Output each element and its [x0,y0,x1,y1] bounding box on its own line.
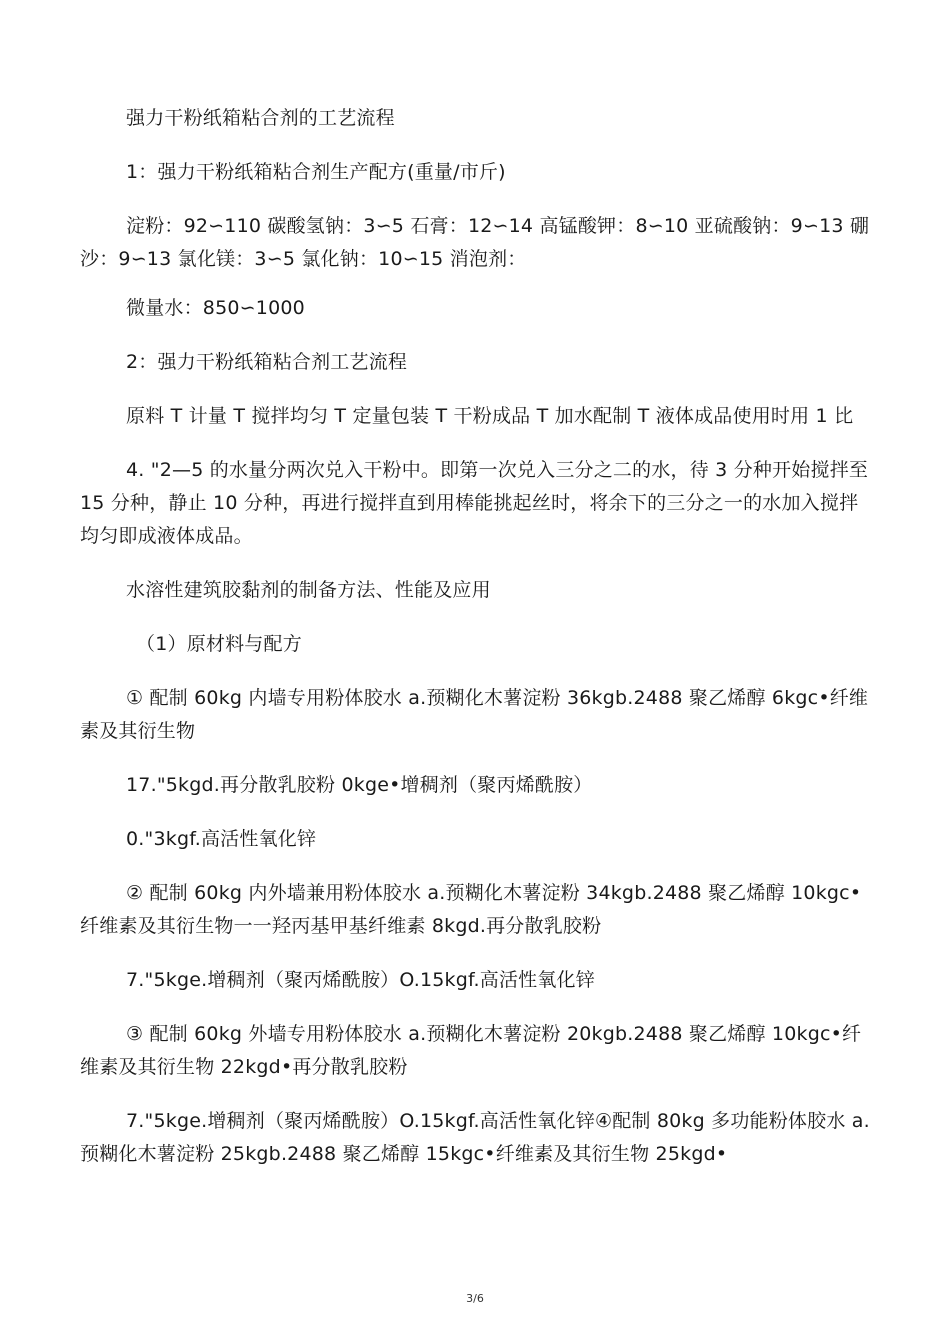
paragraph-recipe-1: ① 配制 60kg 内墙专用粉体胶水 a.预糊化木薯淀粉 36kgb.2488 聚乙烯醇 6kgc•纤维素及其衍生物 [80,687,869,742]
paragraph-recipe-3: ③ 配制 60kg 外墙专用粉体胶水 a.预糊化木薯淀粉 20kgb.2488 聚乙烯醇 10kgc•纤维素及其衍生物 22kgd•再分散乳胶粉 [80,1023,862,1078]
page-number: 3/6 [466,1292,484,1305]
paragraph-recipe-1-cont-a: 17."5kgd.再分散乳胶粉 0kge•增稠剂（聚丙烯酰胺） [126,774,593,796]
paragraph-mixing-instructions: 4. "2—5 的水量分两次兑入干粉中。即第一次兑入三分之二的水，待 3 分种开始搅拌至 15 分种，静止 10 分种，再进行搅拌直到用棒能挑起丝时，将余下的三分之一的水加入搅拌均匀即成液体成品。 [80,459,869,547]
paragraph-water-amount: 微量水：850∽1000 [126,297,305,319]
paragraph-formula-heading: 1：强力干粉纸箱粘合剂生产配方(重量/市斤) [126,161,506,183]
paragraph-process-flow: 原料 T 计量 T 搅拌均匀 T 定量包装 T 干粉成品 T 加水配制 T 液体成品使用时用 1 比 [126,405,854,427]
paragraph-recipe-1-cont-b: 0."3kgf.高活性氧化锌 [126,828,317,850]
paragraph-materials-heading: （1）原材料与配方 [136,633,302,655]
document-body [80,102,870,1192]
paragraph-title: 强力干粉纸箱粘合剂的工艺流程 [126,107,395,129]
paragraph-recipe-3-cont: 7."5kge.增稠剂（聚丙烯酰胺）O.15kgf.高活性氧化锌④配制 80kg 多功能粉体胶水 a.预糊化木薯淀粉 25kgb.2488 聚乙烯醇 15kgc•纤维素及其衍生物 25kgd• [80,1110,870,1165]
paragraph-recipe-2-cont: 7."5kge.增稠剂（聚丙烯酰胺）O.15kgf.高活性氧化锌 [126,969,595,991]
paragraph-section-title: 水溶性建筑胶黏剂的制备方法、性能及应用 [126,579,491,601]
paragraph-process-heading: 2：强力干粉纸箱粘合剂工艺流程 [126,351,408,373]
paragraph-formula-ingredients: 淀粉：92∽110 碳酸氢钠：3∽5 石膏：12∽14 高锰酸钾：8∽10 亚硫酸钠：9∽13 硼沙：9∽13 氯化镁：3∽5 氯化钠：10∽15 消泡剂： [80,215,870,270]
paragraph-recipe-2: ② 配制 60kg 内外墙兼用粉体胶水 a.预糊化木薯淀粉 34kgb.2488 聚乙烯醇 10kgc•纤维素及其衍生物一一羟丙基甲基纤维素 8kgd.再分散乳胶粉 [80,882,862,937]
